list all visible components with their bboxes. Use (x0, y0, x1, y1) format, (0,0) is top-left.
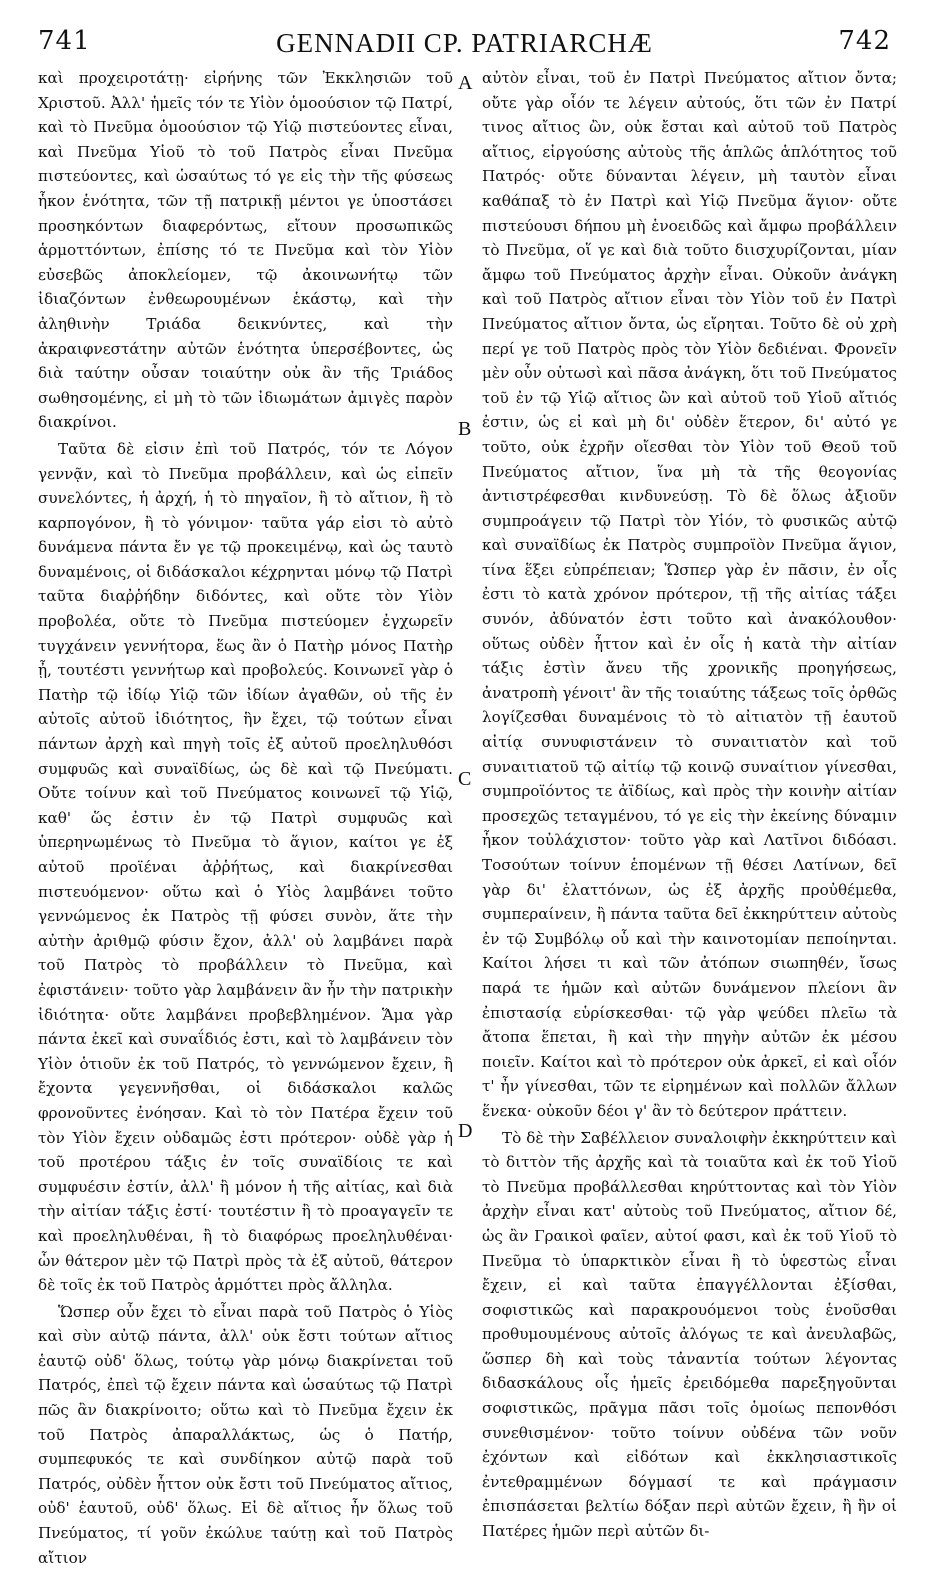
page-number-right: 742 (838, 26, 891, 56)
left-paragraph-1: καὶ προχειροτάτῃ· εἰρήνης τῶν Ἐκκλησιῶν τοῦ Χριστοῦ. Ἀλλ' ἡμεῖς τόν τε Υἱὸν ὁμοούσιον τῷ Πατρί, καὶ τὸ Πνεῦμα ὁμοούσιον τῷ Υἱῷ πιστεύοντες εἶναι, καὶ Πνεῦμα Υἱοῦ τὸ τοῦ Πατρὸς εἶναι Πνεῦμα πιστεύοντες, καὶ ὡσαύτως τό γε εἰς τὴν τῆς φύσεως ἧκον ἑνότητα, τῶν τῇ πατρικῇ μέντοι γε ὑποστάσει προσηκόντων διαφερόντως, εἴτουν προσωπικῶς ἁρμοττόντων, ἐπίσης τό τε Πνεῦμα καὶ τὸν Υἱὸν εὐσεβῶς ἀποκλείομεν, τῷ ἀκοινωνήτῳ τῶν ἰδιαζόντων ἐνθεωρουμένων ἑκάστῳ, καὶ τὴν ἀληθινὴν Τριάδα δεικνύντες, καὶ τὴν ἀκραιφνεστάτην αὐτῶν ἑνότητα ὑπερσέβοντες, ὡς διὰ ταύτην οὖσαν τοιαύτην οὐκ ἂν τῆς Τριάδος σωθησομένης, εἰ μὴ τὸ τῶν ἰδιωμάτων ἀμιγὲς παρὸν διακρίνοι. (38, 69, 453, 432)
right-column (482, 66, 897, 1541)
margin-marker-b: B (458, 418, 472, 440)
left-paragraph-2: Ταῦτα δὲ εἰσιν ἐπὶ τοῦ Πατρός, τόν τε Λόγον γεννᾷν, καὶ τὸ Πνεῦμα προβάλλειν, καὶ ὡς εἰπεῖν συνελόντες, ἡ ἀρχή, ἡ τὸ πηγαῖον, ἢ τὸ αἴτιον, ἢ τὸ καρπογόνον, ἢ τὸ γόνιμον· ταῦτα γάρ εἰσι τὸ αὐτὸ δυνάμενα πάντα ἔν γε τῷ προκειμένῳ, καὶ ὡς ταυτὸ δυναμένοις, οἱ διδάσκαλοι κέχρηνται μόνῳ τῷ Πατρὶ ταῦτα διαῤῥήδην διδόντες, καὶ οὔτε τὸν Υἱὸν προβολέα, οὔτε τὸ Πνεῦμα πιστεύομεν ἐγχωρεῖν τυγχάνειν γεννήτορα, ἕως ἂν ὁ Πατὴρ μόνος Πατὴρ ᾖ, τουτέστι γεννήτωρ καὶ προβολεύς. Κοινωνεῖ γὰρ ὁ Πατὴρ τῷ ἰδίῳ Υἱῷ τῶν ἰδίων ἀγαθῶν, οὐ τῆς ἐν αὐτοῖς αὐτοῦ ἰδιότητος, ἣν ἔχει, τῷ τούτων εἶναι πάντων ἀρχὴ καὶ πηγὴ τοῖς ἐξ αὐτοῦ προεληλυθόσι συμφυῶς καὶ συναϊδίως, ὡς δὲ καὶ τῷ Πνεύματι. Οὔτε τοίνυν καὶ τοῦ Πνεύματος κοινωνεῖ τῷ Υἱῷ, καθ' ὥς ἐστιν ἐν τῷ Πατρὶ συμφυῶς καὶ ὑπερηνωμένως τὸ Πνεῦμα τὸ ἅγιον, καίτοι γε ἐξ αὐτοῦ προϊέναι ἀῤῥήτως, καὶ διακρίνεσθαι πιστευόμενον· οὕτω καὶ ὁ Υἱὸς λαμβάνει τοῦτο γεννώμενος ἐκ Πατρὸς τῇ φύσει συνὸν, ἅτε τὴν αὐτὴν ἀριθμῷ φύσιν ἔχον, ἀλλ' οὐ λαμβάνει παρὰ τοῦ Πατρὸς τὸ προβάλλειν τὸ Πνεῦμα, καὶ ἐφιστάνειν· τοῦτο γὰρ λαμβάνειν ἂν ἦν τὴν πατρικὴν ἰδιότητα· οὔτε λαμβάνει προβεβλημένον. Ἅμα γὰρ πάντα ἐκεῖ καὶ συναΐδιός ἐστι, καὶ τὸ λαμβάνειν τὸν Υἱὸν ὁτιοῦν ἐκ τοῦ Πατρός, τὸ γεννώμενον ἔχειν, ἢ ἔχοντα γεγεννῆσθαι, οἱ διδάσκαλοι καλῶς φρονοῦντες ἐνόησαν. Καὶ τὸ τὸν Πατέρα ἔχειν τοῦ τὸν Υἱὸν ἔχειν οὐδαμῶς ἐστι πρότερον· οὐδὲ γὰρ ἡ τοῦ προτέρου τάξις ἐν τοῖς συναϊδίοις τε καὶ συμφυέσιν ἐστίν, ἀλλ' ἢ μόνον ἡ τῆς αἰτίας, καὶ διὰ τὴν αἰτίαν τάξις ἐστί· τουτέστιν ἢ τὸ προαγαγεῖν τε καὶ προεληλυθέναι, ἢ τὸ διαφόρως προεληλυθέναι· ὧν θάτερον μὲν τῷ Πατρὶ πρὸς τὰ ἐξ αὐτοῦ, θάτερον δὲ τοῖς ἐκ τοῦ Πατρὸς ἁρμόττει πρὸς ἄλληλα. (38, 439, 453, 1295)
right-paragraph-2: Τὸ δὲ τὴν Σαβέλλειον συναλοιφὴν ἐκκηρύττειν καὶ τὸ διττὸν τῆς ἀρχῆς καὶ τὰ τοιαῦτα καὶ ἐκ τοῦ Υἱοῦ τὸ Πνεῦμα προβάλλεσθαι κηρύττοντας καὶ τὸν Υἱὸν ἀρχὴν εἶναι κατ' αὐτοὺς τοῦ Πνεύματος, αἴτιον δέ, ὡς ἂν Γραικοὶ φαῖεν, αὐτοί φασι, καὶ ἐκ τοῦ Υἱοῦ τὸ Πνεῦμα τὸ ὑπαρκτικὸν εἶναι ἢ τὸ ὑφεστὼς εἶναι ἔχειν, εἰ καὶ ταῦτα ἐπαγγέλλονται ἐξίσθαι, σοφιστικῶς καὶ παρακρουόμενοι τοὺς ἑνοῦσθαι προθυμουμένους αὐτοῖς ἀλόγως τε καὶ ἀνευλαβῶς, ὥσπερ δὴ καὶ τοὺς τἀναντία τούτων λέγοντας διδασκάλους οἷς ἡμεῖς ἐρειδόμεθα παρεξηγοῦνται σοφιστικῶς, πρᾶγμα πᾶσι τοῖς ὁμοίως πεπονθόσι συνεθισμένον· τοῦτο τοίνυν οὐδένα τῶν νοῦν ἐχόντων καὶ εἰδότων καὶ ἐκκλησιαστικοῖς ἐντεθραμμένων δόγμασί τε καὶ πράγμασιν ἐπισπάσεται βελτίω δόξαν περὶ αὐτῶν ἔχειν, ἢ ἣν οἱ Πατέρες ἡμῶν περὶ αὐτῶν δι- (482, 1128, 897, 1541)
margin-marker-a: A (458, 72, 473, 94)
left-column (38, 66, 453, 1567)
left-paragraph-3: Ὥσπερ οὖν ἔχει τὸ εἶναι παρὰ τοῦ Πατρὸς ὁ Υἱὸς καὶ σὺν αὐτῷ πάντα, ἀλλ' οὐκ ἔστι τούτων αἴτιος ἑαυτῷ οὐδ' ὅλως, τούτῳ γὰρ μόνῳ διακρίνεται τοῦ Πατρός, ἐπεὶ τῷ ἔχειν πάντα καὶ ὡσαύτως τῷ Πατρὶ πῶς ἂν διακρίνοιτο; οὕτω καὶ τὸ Πνεῦμα ἔχειν ἐκ τοῦ Πατρὸς ἀπαραλλάκτως, ὡς ὁ Πατήρ, συμπεφυκός τε καὶ συνδίηκον αὐτῷ παρὰ τοῦ Πατρός, οὐδὲν ἧττον οὐκ ἔστι τοῦ Πνεύματος αἴτιος, οὐδ' ἑαυτοῦ, οὐδ' ὅλως. Εἰ δὲ αἴτιος ἦν ὅλως τοῦ Πνεύματος, τί γοῦν ἐκώλυε ταύτῃ καὶ τοῦ Πατρὸς αἴτιον (38, 1302, 453, 1567)
margin-marker-c: C (458, 768, 472, 790)
page-header (0, 0, 929, 60)
right-paragraph-1: αὐτὸν εἶναι, τοῦ ἐν Πατρὶ Πνεύματος αἴτιον ὄντα; οὔτε γὰρ οἷόν τε λέγειν αὐτούς, ὅτι τῶν ἐν Πατρί τινος αἴτιος ὢν, οὐκ ἔσται καὶ αὐτοῦ τοῦ Πατρὸς αἴτιος, εἰργούσης αὐτοὺς τῆς ἁπλῶς ἁπλότητος τοῦ Πατρός· οὔτε δύνανται λέγειν, μὴ ταυτὸν εἶναι καθάπαξ τὸ ἐν Πατρὶ καὶ Υἱῷ Πνεῦμα ἅγιον· οὔτε πιστεύουσι δήπου μὴ ἑνοειδῶς καὶ ἄμφω προβάλλειν τὸ Πνεῦμα, οἵ γε καὶ διὰ τοῦτο διισχυρίζονται, μίαν ἄμφω τοῦ Πνεύματος ἀρχὴν εἶναι. Οὐκοῦν ἀνάγκη καὶ τοῦ Πατρὸς αἴτιον εἶναι τὸν Υἱὸν τοῦ ἐν Πατρὶ Πνεύματος αἴτιον ὄντα, ὡς εἴρηται. Τοῦτο δὲ οὐ χρὴ περί γε τοῦ Πατρὸς πρὸς τὸν Υἱὸν δεδιέναι. Φρονεῖν μὲν οὖν οὑτωσὶ καὶ πᾶσα ἀνάγκη, ὅτι τοῦ Πνεύματος τοῦ ἐν τῷ Υἱῷ αἴτιος ὢν καὶ αὐτοῦ τοῦ Υἱοῦ αἴτιός ἐστιν, ὡς εἰ καὶ μὴ δι' οὐδὲν ἕτερον, δι' αὐτό γε τοῦτο, οὐκ ἐχρῆν οἴεσθαι τὸν Υἱὸν τοῦ Θεοῦ τοῦ Πνεύματος αἴτιον, ἵνα μὴ τὰ τῆς θεογονίας ἀντιστρέφεσθαι κινδυνεύσῃ. Τὸ δὲ ὅλως ἀξιοῦν συμπροάγειν τῷ Πατρὶ τὸν Υἱόν, τὸ φυσικῶς αὐτῷ καὶ συναϊδίως ἐκ Πατρὸς συμπροϊὸν Πνεῦμα ἅγιον, τίνα ἕξει εὐπρέπειαν; Ὥσπερ γὰρ ἐν πᾶσιν, ἐν οἷς ἐστι τὸ κατὰ χρόνον πρότερον, τῇ τῆς αἰτίας τάξει συνόν, ἀδύνατόν ἐστι τοῦτο καὶ ἀνακόλουθον· οὕτως οὐδὲν ἧττον καὶ ἐν οἷς ἡ κατὰ τὴν αἰτίαν τάξις ἐστὶν ἄνευ τῆς χρονικῆς προηγήσεως, ἀνατροπὴ γένοιτ' ἂν τῆς τοιαύτης τάξεως τοῖς ὀρθῶς λογίζεσθαι δυναμένοις τὸ τὸ αἰτιατὸν τῇ ἑαυτοῦ αἰτίᾳ συνυφιστάνειν τὸ συναιτιατὸν καὶ τοῦ συναιτιατοῦ τῷ αἰτίῳ τῷ κοινῷ συναίτιον γίνεσθαι, συμπροϊόντος τε ἀϊδίως, καὶ πρὸς τὴν κοινὴν αἰτίαν προσεχῶς τεταγμένου, τό γε εἰς τὴν ἐκείνης δύναμιν ἧκον τοὐλάχιστον· τοῦτο γὰρ καὶ Λατῖνοι διδόασι. Τοσούτων τοίνυν ἑπομένων τῇ θέσει Λατίνων, δεῖ γὰρ δι' ἐλαττόνων, ὡς ἐξ ἀρχῆς προὐθέμεθα, συμπεραίνειν, ἢ πάντα ταῦτα δεῖ ἐκκηρύττειν αὐτοὺς ἐν τῷ Συμβόλῳ οὗ καὶ τὴν καινοτομίαν πεποίηνται. Καίτοι λήσει τι καὶ τῶν ἀτόπων σιωπηθέν, ἴσως παρά τε ἡμῶν καὶ αὐτῶν δυνάμενον πλείονι ἂν ἐπιστασίᾳ εὑρίσκεσθαι· τῷ γὰρ ψεύδει πλεῖω τὰ ἄτοπα ἕπεται, ἢ καὶ τὴν πηγὴν αὐτῶν ἐκ μέσου ποιεῖν. Καίτοι καὶ τὸ πρότερον οὐκ ἀρκεῖ, εἰ καὶ οἷόν τ' ἦν γίνεσθαι, τῶν τε εἰρημένων καὶ πολλῶν ἄλλων ἕνεκα· οὐκοῦν δέοι γ' ἂν τὸ δεύτερον πράττειν. (482, 69, 897, 1120)
margin-marker-d: D (458, 1120, 473, 1142)
running-title: GENNADII CP. PATRIARCHÆ (276, 28, 653, 58)
page-number-left: 741 (38, 26, 91, 56)
